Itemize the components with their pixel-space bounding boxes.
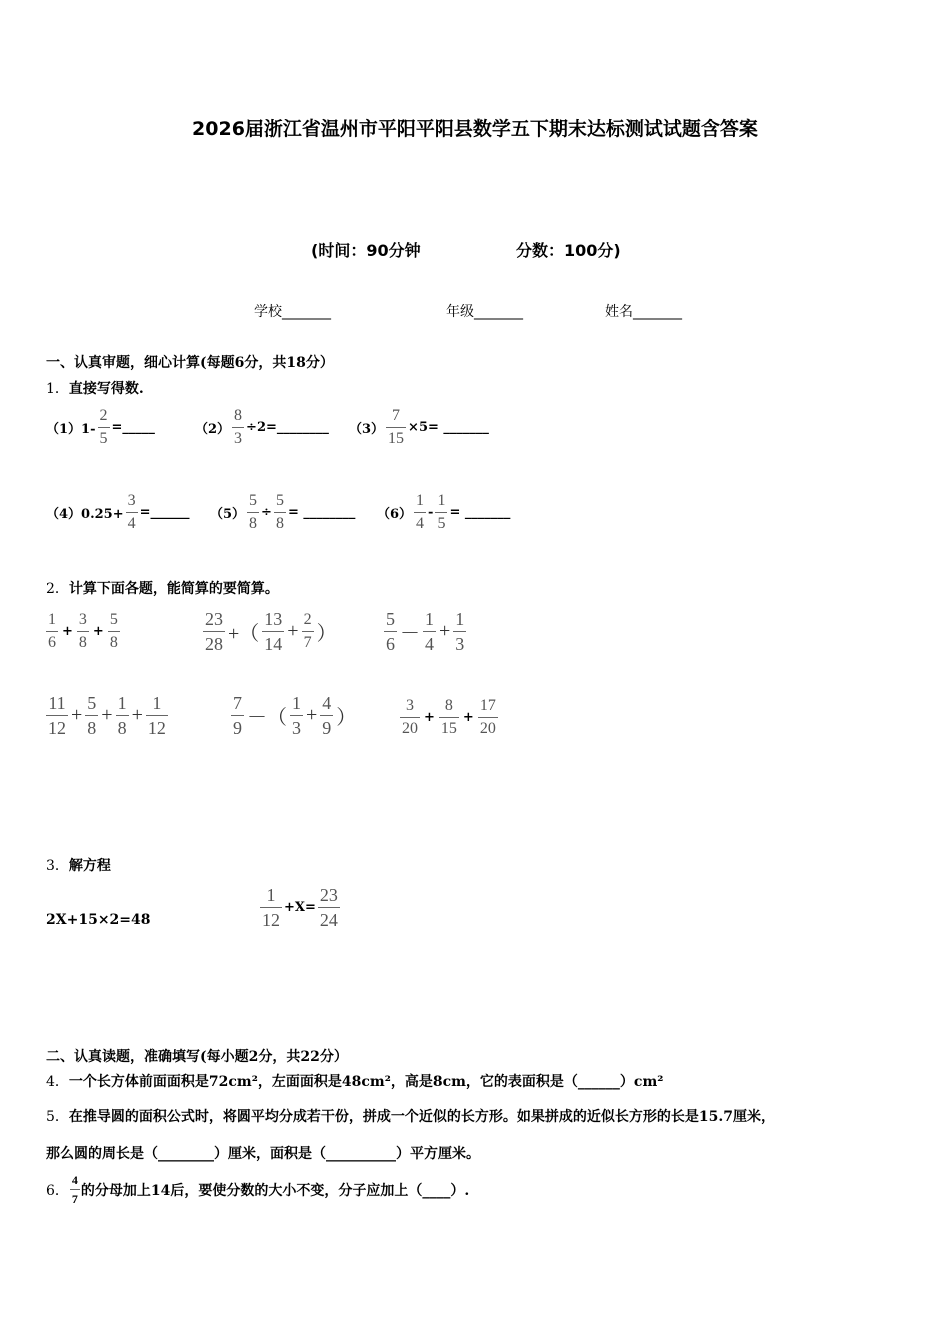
q3-equation-1: 2X+15×2=48 (46, 912, 151, 928)
name-field: 姓名_______ (605, 304, 682, 320)
fraction: $\frac{1}{4}$ (425, 609, 434, 654)
section2-heading: 二、认真读题，准确填写(每小题2分，共22分） (46, 1049, 348, 1065)
fraction: $\frac{1}{6}$ (48, 611, 56, 651)
q3-equation-2: $\frac{1}{12}$ +X= $\frac{23}{24}$ (262, 885, 338, 930)
q1-item-6: （6） $\frac{1}{4}$ - $\frac{1}{5}$ = _______ (377, 492, 511, 532)
grade-field: 年级_______ (446, 304, 523, 320)
fraction: $\frac{5}{8}$ (87, 693, 97, 738)
q2-expr-3: $\frac{5}{6}$ － $\frac{1}{4}$ + $\frac{1}{3}$ (386, 609, 465, 654)
q5: 5．在推导圆的面积公式时，将圆平均分成若干份，拼成一个近似的长方形。如果拼成的近似长方形的长是15.7厘米， (46, 1109, 776, 1125)
fraction: $\frac{5}{8}$ (249, 492, 258, 532)
exam-time: (时间：90分钟 (311, 241, 421, 260)
q2-expr-2: $\frac{23}{28}$ +（ $\frac{13}{14}$ + $\frac{2}{7}$ ） (205, 609, 337, 654)
q1-item-3: （3） $\frac{7}{15}$ ×5= _______ (349, 407, 489, 447)
q3-number: 3． (46, 858, 69, 874)
fraction: $\frac{1}{3}$ (455, 609, 465, 654)
fraction: $\frac{1}{3}$ (292, 693, 301, 738)
fraction: $\frac{4}{9}$ (322, 693, 332, 738)
fraction: $\frac{17}{20}$ (479, 697, 496, 737)
q1-item-4: （4）0.25+ $\frac{3}{4}$ =______ (46, 492, 190, 532)
fraction: $\frac{3}{4}$ (127, 492, 136, 532)
fraction: $\frac{3}{20}$ (402, 697, 418, 737)
fraction: $\frac{11}{12}$ (48, 693, 66, 738)
q1 (46, 378, 144, 398)
q2-expr-4: $\frac{11}{12}$ + $\frac{5}{8}$ + $\frac{1}{8}$ + $\frac{1}{12}$ (48, 693, 166, 738)
q1-item-1: （1）1- $\frac{2}{5}$ =_____ (46, 407, 155, 447)
page-title: 2026届浙江省温州市平阳平阳县数学五下期末达标测试试题含答案 (192, 118, 758, 140)
fraction: $\frac{8}{3}$ (234, 407, 243, 447)
q2-expr-1: $\frac{1}{6}$ + $\frac{3}{8}$ + $\frac{5}{8}$ (48, 611, 118, 651)
fraction: $\frac{1}{8}$ (117, 693, 127, 738)
section1-heading: 一、认真审题，细心计算(每题6分，共18分） (46, 355, 334, 371)
school-field: 学校_______ (254, 304, 331, 320)
fraction: $\frac{1}{12}$ (262, 885, 280, 930)
q4: 4．一个长方体前面面积是72cm²，左面面积是48cm²，高是8cm，它的表面积是（______）cm² (46, 1074, 664, 1090)
fraction: $\frac{5}{8}$ (109, 611, 118, 651)
q2 (46, 578, 279, 598)
fraction: $\frac{23}{24}$ (319, 885, 338, 930)
fraction: $\frac{1}{4}$ (416, 492, 425, 532)
fraction: $\frac{3}{8}$ (78, 611, 87, 651)
q5-line-2: 那么圆的周长是（________）厘米，面积是（__________）平方厘米。 (46, 1146, 480, 1162)
q3-text: 解方程 (68, 858, 111, 874)
fraction: $\frac{7}{15}$ (388, 407, 405, 447)
fraction: $\frac{2}{7}$ (303, 611, 312, 651)
q3 (46, 855, 111, 875)
q6: 6． $\frac{4}{7}$ 的分母加上14后，要使分数的大小不变，分子应加上（____）. (46, 1173, 470, 1206)
q2-number: 2． (46, 581, 69, 597)
fraction: $\frac{1}{5}$ (437, 492, 446, 532)
q1-item-5: （5） $\frac{5}{8}$ ÷ $\frac{5}{8}$ = ________ (210, 492, 356, 532)
q1-number: 1． (46, 381, 69, 397)
q2-expr-5: $\frac{7}{9}$ －（ $\frac{1}{3}$ + $\frac{4}{9}$ ） (233, 693, 357, 738)
fraction: $\frac{2}{5}$ (99, 407, 108, 447)
fraction: $\frac{4}{7}$ (71, 1173, 78, 1206)
fraction: $\frac{23}{28}$ (205, 609, 223, 654)
q2-text: 计算下面各题，能简算的要简算。 (68, 581, 279, 597)
fraction: $\frac{1}{12}$ (147, 693, 166, 738)
q1-item-2: （2） $\frac{8}{3}$ ÷2=________ (195, 407, 329, 447)
fraction: $\frac{5}{6}$ (386, 609, 395, 654)
fraction: $\frac{8}{15}$ (440, 697, 457, 737)
fraction: $\frac{5}{8}$ (275, 492, 284, 532)
q2-expr-6: $\frac{3}{20}$ + $\frac{8}{15}$ + $\frac{17}{20}$ (402, 697, 496, 737)
exam-score: 分数：100分) (516, 241, 621, 260)
fraction: $\frac{7}{9}$ (233, 693, 242, 738)
fraction: $\frac{13}{14}$ (264, 609, 283, 654)
q1-text: 直接写得数. (68, 381, 144, 397)
